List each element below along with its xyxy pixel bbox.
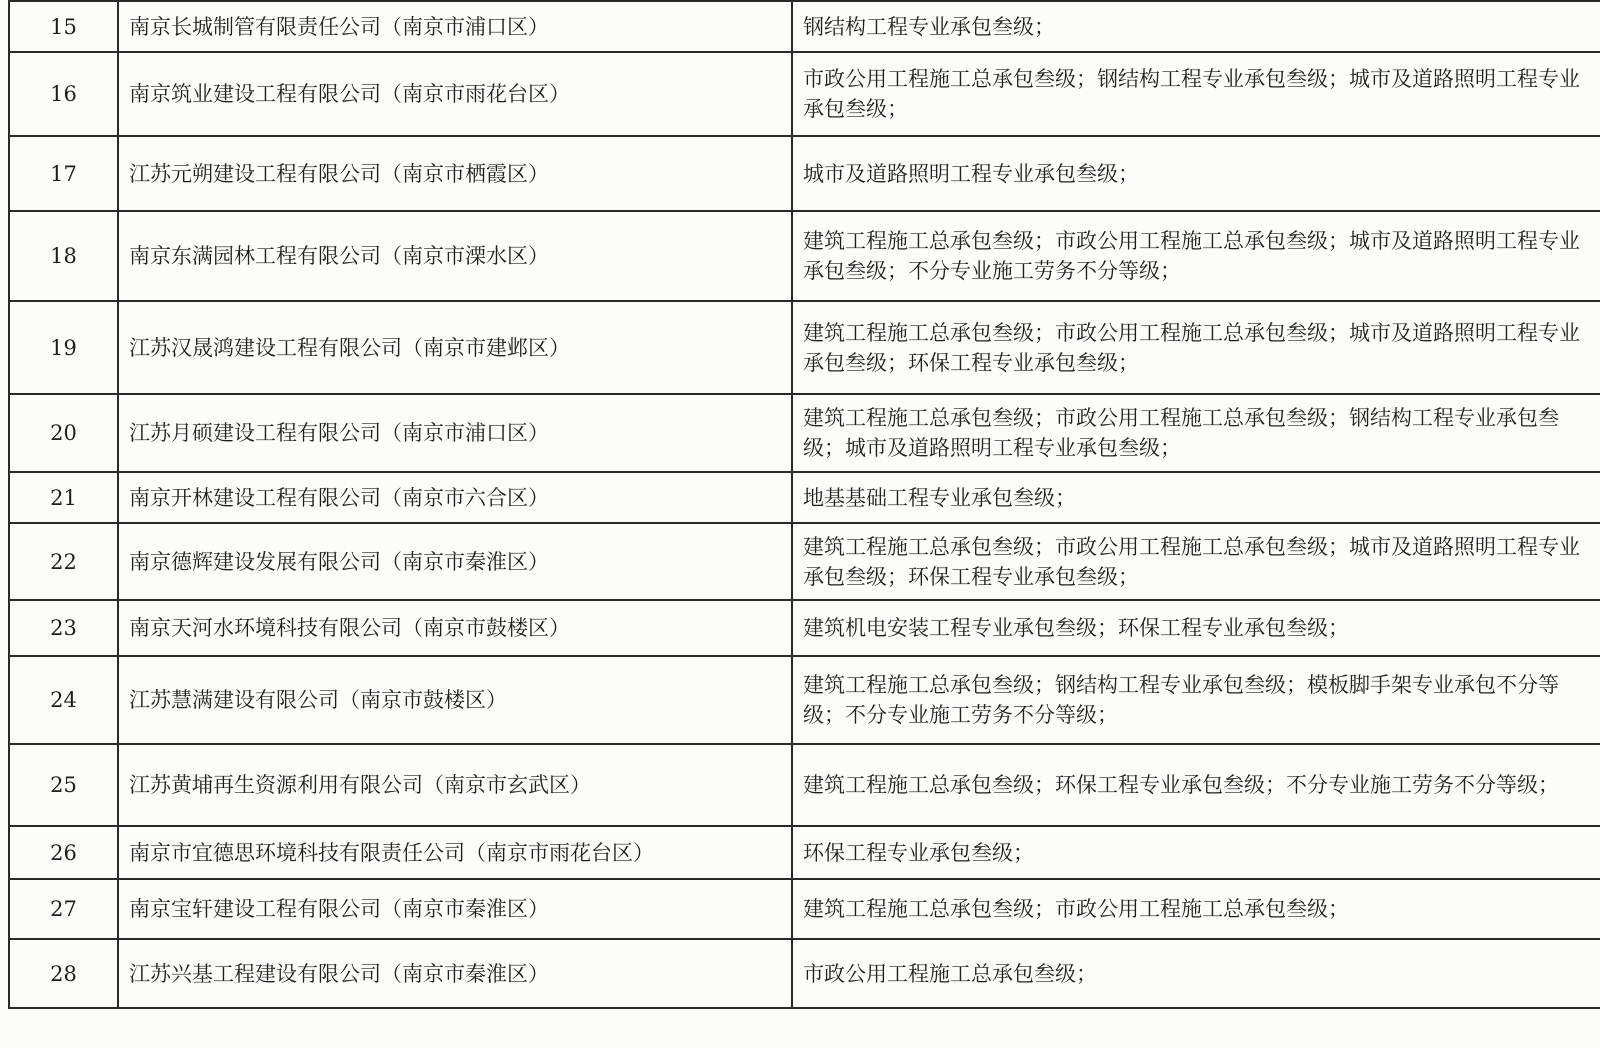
row-number: 18 [9, 211, 118, 301]
qualification-text: 钢结构工程专业承包叁级； [792, 1, 1600, 52]
company-name: 南京市宜德思环境科技有限责任公司（南京市雨花台区） [118, 826, 792, 879]
qualification-text: 建筑工程施工总承包叁级；市政公用工程施工总承包叁级； [792, 879, 1600, 939]
table-row [9, 879, 1600, 939]
row-number: 28 [9, 939, 118, 1008]
company-name: 江苏兴基工程建设有限公司（南京市秦淮区） [118, 939, 792, 1008]
table-row [9, 656, 1600, 744]
qualification-text: 建筑工程施工总承包叁级；环保工程专业承包叁级；不分专业施工劳务不分等级； [792, 744, 1600, 826]
company-name: 南京东满园林工程有限公司（南京市溧水区） [118, 211, 792, 301]
company-name: 南京德辉建设发展有限公司（南京市秦淮区） [118, 523, 792, 600]
table-row [9, 523, 1600, 600]
company-name: 江苏黄埔再生资源利用有限公司（南京市玄武区） [118, 744, 792, 826]
company-name: 南京天河水环境科技有限公司（南京市鼓楼区） [118, 600, 792, 656]
qualification-text: 市政公用工程施工总承包叁级；钢结构工程专业承包叁级；城市及道路照明工程专业承包叁级； [792, 52, 1600, 136]
table-row [9, 826, 1600, 879]
qualification-text: 建筑工程施工总承包叁级；市政公用工程施工总承包叁级；城市及道路照明工程专业承包叁级；环保工程专业承包叁级； [792, 523, 1600, 600]
table-row [9, 600, 1600, 656]
table-row [9, 472, 1600, 523]
row-number: 27 [9, 879, 118, 939]
row-number: 21 [9, 472, 118, 523]
qualification-text: 建筑工程施工总承包叁级；市政公用工程施工总承包叁级；城市及道路照明工程专业承包叁级；环保工程专业承包叁级； [792, 301, 1600, 394]
qualification-text: 建筑工程施工总承包叁级；市政公用工程施工总承包叁级；钢结构工程专业承包叁级；城市及道路照明工程专业承包叁级； [792, 394, 1600, 472]
row-number: 22 [9, 523, 118, 600]
company-name: 江苏月硕建设工程有限公司（南京市浦口区） [118, 394, 792, 472]
company-name: 南京宝轩建设工程有限公司（南京市秦淮区） [118, 879, 792, 939]
row-number: 25 [9, 744, 118, 826]
qualification-text: 建筑工程施工总承包叁级；钢结构工程专业承包叁级；模板脚手架专业承包不分等级；不分专业施工劳务不分等级； [792, 656, 1600, 744]
table-row [9, 1, 1600, 52]
row-number: 19 [9, 301, 118, 394]
company-name: 江苏元朔建设工程有限公司（南京市栖霞区） [118, 136, 792, 211]
company-name: 南京开林建设工程有限公司（南京市六合区） [118, 472, 792, 523]
qualification-text: 地基基础工程专业承包叁级； [792, 472, 1600, 523]
company-name: 江苏慧满建设有限公司（南京市鼓楼区） [118, 656, 792, 744]
company-name: 南京筑业建设工程有限公司（南京市雨花台区） [118, 52, 792, 136]
row-number: 23 [9, 600, 118, 656]
qualification-text: 建筑机电安装工程专业承包叁级；环保工程专业承包叁级； [792, 600, 1600, 656]
table-row [9, 52, 1600, 136]
table-row [9, 211, 1600, 301]
table-row [9, 136, 1600, 211]
row-number: 17 [9, 136, 118, 211]
table-row [9, 394, 1600, 472]
qualification-text: 环保工程专业承包叁级； [792, 826, 1600, 879]
row-number: 20 [9, 394, 118, 472]
row-number: 16 [9, 52, 118, 136]
table-row [9, 744, 1600, 826]
company-name: 南京长城制管有限责任公司（南京市浦口区） [118, 1, 792, 52]
row-number: 15 [9, 1, 118, 52]
qualification-text: 市政公用工程施工总承包叁级； [792, 939, 1600, 1008]
row-number: 26 [9, 826, 118, 879]
qualification-table [8, 0, 1600, 1009]
qualification-text: 建筑工程施工总承包叁级；市政公用工程施工总承包叁级；城市及道路照明工程专业承包叁级；不分专业施工劳务不分等级； [792, 211, 1600, 301]
row-number: 24 [9, 656, 118, 744]
table-row [9, 939, 1600, 1008]
qualification-text: 城市及道路照明工程专业承包叁级； [792, 136, 1600, 211]
table-row [9, 301, 1600, 394]
company-name: 江苏汉晟鸿建设工程有限公司（南京市建邺区） [118, 301, 792, 394]
